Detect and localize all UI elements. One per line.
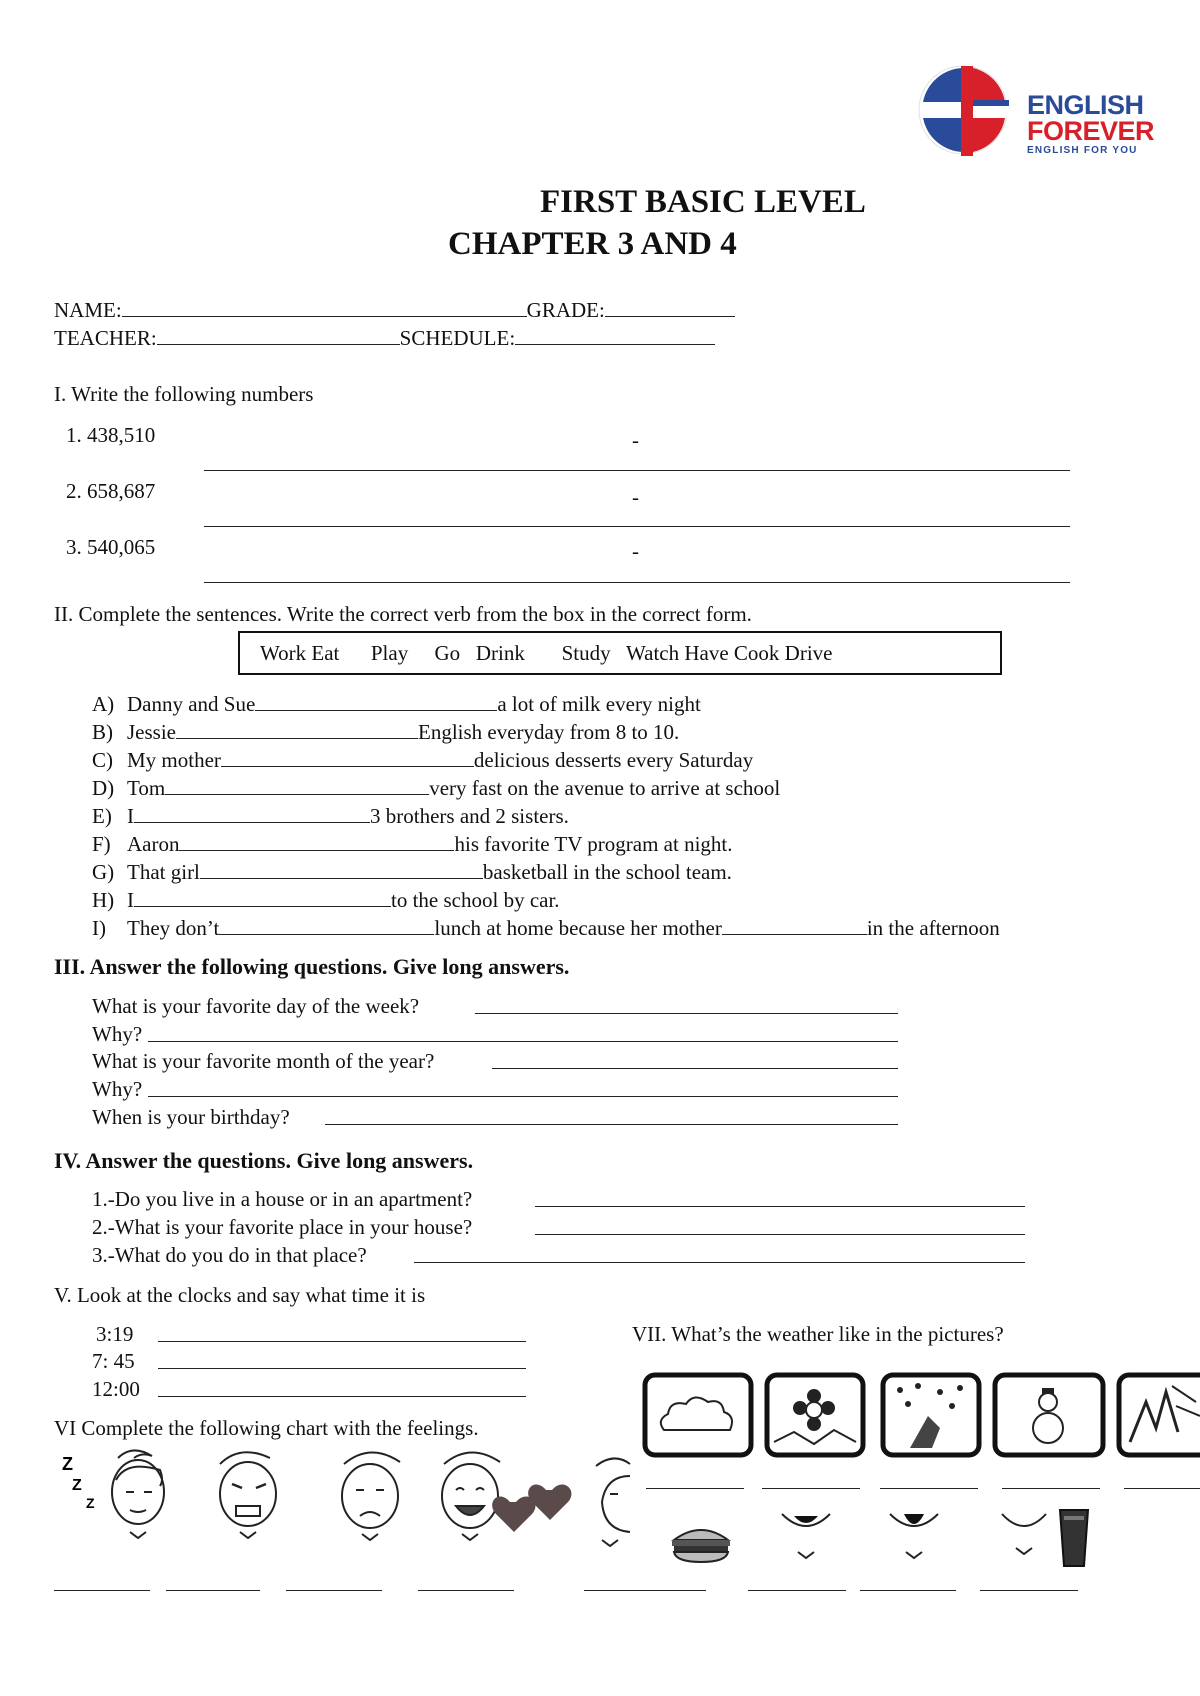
answer-line[interactable]	[1002, 1488, 1100, 1489]
question-3: What is your favorite month of the year?	[92, 1049, 435, 1073]
sentence-e: E) I 3 brothers and 2 sisters.	[92, 804, 569, 828]
answer-line[interactable]	[158, 1396, 526, 1397]
sentence-c: C) My mother delicious desserts every Saturday	[92, 748, 754, 772]
section3-heading: III. Answer the following questions. Give long answers.	[54, 954, 570, 979]
section7-heading: VII. What’s the weather like in the pictures?	[632, 1322, 1004, 1346]
dash: -	[632, 428, 639, 452]
question-iv-3: 3.-What do you do in that place?	[92, 1243, 367, 1267]
teacher-field[interactable]	[157, 324, 400, 345]
answer-line[interactable]	[204, 526, 1070, 527]
logo-line2: FOREVER	[1027, 116, 1155, 146]
teacher-schedule-row	[54, 324, 715, 351]
section5-heading: V. Look at the clocks and say what time it is	[54, 1283, 426, 1307]
verb-blank[interactable]	[722, 914, 867, 935]
sentence-g: G) That girl basketball in the school team.	[92, 860, 732, 884]
soda-icon	[1056, 1506, 1092, 1568]
dash: -	[632, 485, 639, 509]
page-title: FIRST BASIC LEVEL	[540, 184, 866, 220]
logo-emblem-icon	[915, 62, 1015, 162]
answer-line[interactable]	[286, 1590, 382, 1591]
answer-line[interactable]	[748, 1590, 846, 1591]
question-4: Why?	[92, 1077, 143, 1101]
time-3: 12:00	[92, 1377, 140, 1401]
logo	[915, 62, 1165, 162]
face-icon	[586, 1446, 636, 1556]
answer-line[interactable]	[158, 1368, 526, 1369]
name-field[interactable]	[122, 296, 527, 317]
verb-blank[interactable]	[134, 886, 391, 907]
answer-line[interactable]	[158, 1341, 526, 1342]
logo-line1: ENGLISH	[1027, 90, 1144, 120]
verb-blank[interactable]	[165, 774, 429, 795]
answer-line[interactable]	[418, 1590, 514, 1591]
verb-blank[interactable]	[200, 858, 483, 879]
face-icon	[776, 1508, 836, 1568]
answer-line[interactable]	[880, 1488, 978, 1489]
hamburger-icon	[668, 1520, 734, 1564]
question-iv-1: 1.-Do you live in a house or in an apartment?	[92, 1187, 473, 1211]
dash: -	[632, 539, 639, 563]
answer-line[interactable]	[646, 1488, 744, 1489]
page-subtitle: CHAPTER 3 AND 4	[448, 226, 737, 262]
face-icon	[200, 1440, 300, 1550]
face-icon	[60, 1440, 190, 1550]
cloud-icon	[642, 1372, 754, 1458]
svg-text:Z: Z	[86, 1495, 95, 1511]
answer-line[interactable]	[584, 1590, 706, 1591]
rain-icon	[880, 1372, 982, 1458]
answer-line[interactable]	[204, 470, 1070, 471]
section4-heading: IV. Answer the questions. Give long answers.	[54, 1148, 474, 1173]
schedule-field[interactable]	[515, 324, 715, 345]
answer-line[interactable]	[1124, 1488, 1200, 1489]
answer-line[interactable]	[535, 1234, 1025, 1235]
sentence-d: D) Tom very fast on the avenue to arrive at school	[92, 776, 781, 800]
face-icon	[320, 1440, 420, 1550]
time-2: 7: 45	[92, 1349, 135, 1373]
sentence-a: A) Danny and Sue a lot of milk every night	[92, 692, 701, 716]
verb-blank[interactable]	[221, 746, 474, 767]
answer-line[interactable]	[535, 1206, 1025, 1207]
section1-heading: I. Write the following numbers	[54, 382, 314, 406]
sentence-f: F) Aaron his favorite TV program at night.	[92, 832, 733, 856]
teacher-label: TEACHER:	[54, 326, 157, 350]
question-1: What is your favorite day of the week?	[92, 994, 420, 1018]
answer-line[interactable]	[54, 1590, 150, 1591]
verb-blank[interactable]	[176, 718, 418, 739]
answer-line[interactable]	[762, 1488, 860, 1489]
verb-blank[interactable]	[219, 914, 434, 935]
svg-text:Z: Z	[62, 1454, 73, 1474]
name-label: NAME:	[54, 298, 122, 322]
verb-box-text: Work Eat Play Go Drink Study Watch Have Cook Drive	[260, 641, 833, 665]
answer-line[interactable]	[148, 1096, 898, 1097]
schedule-label: SCHEDULE:	[399, 326, 516, 350]
answer-line[interactable]	[166, 1590, 260, 1591]
answer-line[interactable]	[148, 1041, 898, 1042]
time-1: 3:19	[96, 1322, 134, 1346]
question-2: Why?	[92, 1022, 143, 1046]
face-icon	[884, 1508, 944, 1568]
sentence-b: B) Jessie English everyday from 8 to 10.	[92, 720, 680, 744]
verb-box	[238, 631, 1002, 675]
number-item: 3. 540,065	[66, 535, 156, 559]
sentence-h: H) I to the school by car.	[92, 888, 560, 912]
snowman-icon	[992, 1372, 1106, 1458]
number-item: 2. 658,687	[66, 479, 156, 503]
face-icon	[996, 1508, 1052, 1568]
svg-text:Z: Z	[72, 1477, 82, 1494]
logo-tagline: ENGLISH FOR YOU	[1027, 145, 1138, 156]
answer-line[interactable]	[980, 1590, 1078, 1591]
verb-blank[interactable]	[255, 690, 497, 711]
answer-line[interactable]	[325, 1124, 898, 1125]
name-grade-row	[54, 296, 735, 323]
answer-line[interactable]	[475, 1013, 898, 1014]
section6-heading: VI Complete the following chart with the feelings.	[54, 1416, 479, 1440]
answer-line[interactable]	[492, 1068, 898, 1069]
question-iv-2: 2.-What is your favorite place in your house?	[92, 1215, 473, 1239]
answer-line[interactable]	[204, 582, 1070, 583]
answer-line[interactable]	[860, 1590, 956, 1591]
grade-label: GRADE:	[526, 298, 605, 322]
wind-icon	[1116, 1372, 1200, 1458]
verb-blank[interactable]	[134, 802, 370, 823]
number-item: 1. 438,510	[66, 423, 156, 447]
sentence-i: I) They don’t lunch at home because her mother in the afternoon	[92, 916, 1000, 940]
grade-field[interactable]	[605, 296, 735, 317]
flower-icon	[764, 1372, 866, 1458]
answer-line[interactable]	[414, 1262, 1025, 1263]
section2-heading: II. Complete the sentences. Write the correct verb from the box in the correct form.	[54, 602, 752, 626]
question-5: When is your birthday?	[92, 1105, 290, 1129]
verb-blank[interactable]	[179, 830, 454, 851]
heart-icon	[488, 1472, 578, 1542]
